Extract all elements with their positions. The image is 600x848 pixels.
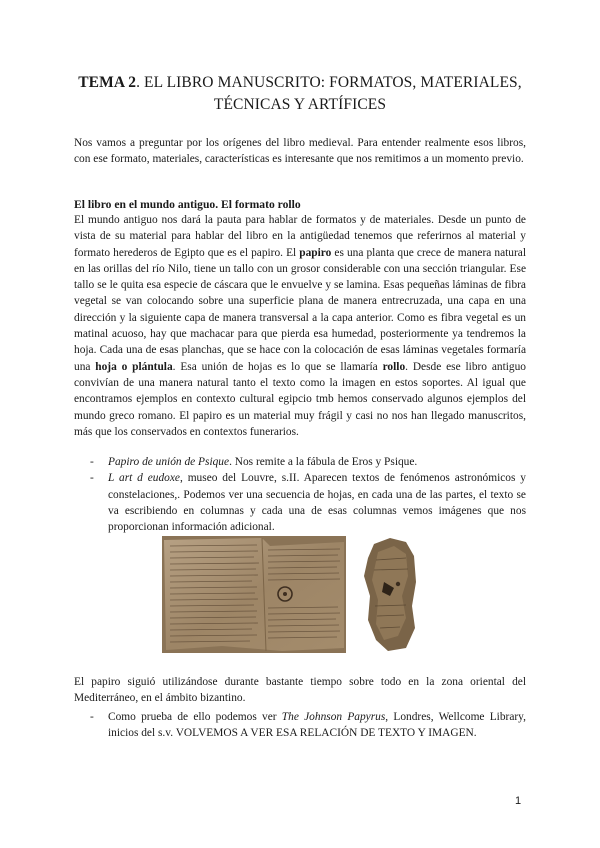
page-title (60, 72, 540, 116)
papyrus-fragment-image (162, 536, 346, 653)
list-dash: - (90, 456, 94, 468)
item-title: Papiro de unión de Psique (108, 456, 230, 468)
item-text: , museo del Louvre, s.II. Aparecen textos de fenómenos astronómicos y constelaciones,. Podemos ver una secuencia de hojas, en cada una de las partes, el texto se va escribiendo en columnas y cada una de esas columnas vemos imágenes que nos proporcionan información adicional. (108, 472, 527, 534)
intro-paragraph: Nos vamos a preguntar por los orígenes del libro medieval. Para entender realmente esos libros, con ese formato, materiales, características es interesante que nos remitimos a un momento previo. (74, 137, 526, 166)
papyrus-scrap-image (360, 536, 420, 653)
list-dash: - (90, 472, 94, 485)
body-paragraph (74, 212, 526, 440)
body-hoja-bold: hoja o plántula (95, 360, 173, 373)
body-p4: . Desde ese libro antiguo convivían de una manera natural tanto el texto como la imagen en estos soportes. Al igual que encontramos ejemplos en contexto cultural egipcio tmb hemos conservado algunos ejemplos del mundo greco romano. El papiro es un material muy frágil y casi no nos han llegado manuscritos, más que los conservados en contextos funerarios. (74, 360, 526, 438)
section-heading: El libro en el mundo antiguo. El formato rollo (74, 198, 301, 211)
title-line2: TÉCNICAS Y ARTÍFICES (213, 96, 387, 113)
list-dash: - (90, 711, 94, 723)
examples-list (74, 454, 526, 535)
page-number: 1 (515, 795, 522, 807)
title-rest: . EL LIBRO MANUSCRITO: FORMATOS, MATERIALES, (136, 74, 522, 91)
list-item (74, 709, 526, 742)
body-p1: El mundo antiguo nos dará la pauta para hablar de formatos y de materiales. Desde un punto de vista de su material para hablar del libro en la antigüedad tenemos que referirnos al material y formato herederos de Egipto que es el papiro. El (74, 214, 526, 259)
item-title: L art d eudoxe (108, 472, 180, 485)
after-figure-paragraph: El papiro siguió utilizándose durante bastante tiempo sobre todo en la zona oriental del Mediterráneo, en el ámbito bizantino. (74, 676, 526, 705)
item-pre: Como prueba de ello podemos ver (108, 711, 282, 723)
evidence-list (74, 709, 526, 742)
item-title: The Johnson Papyrus (281, 711, 386, 723)
body-papiro-bold: papiro (299, 246, 332, 259)
item-text: , Londres, Wellcome Library, inicios del s.v. VOLVEMOS A VER ESA RELACIÓN DE TEXTO Y IMAGEN. (108, 711, 526, 740)
list-item (74, 470, 526, 535)
item-text: . Nos remite a la fábula de Eros y Psique. (229, 456, 418, 468)
papyrus-figure (162, 536, 542, 654)
title-tema: TEMA 2 (78, 74, 137, 91)
list-item (74, 454, 526, 470)
body-rollo-bold: rollo (382, 360, 406, 373)
body-p3: . Esa unión de hojas es lo que se llamaría (172, 360, 383, 373)
body-p2: es una planta que crece de manera natural en las orillas del río Nilo, tiene un tallo con un grosor considerable con una sección triangular. Ese tallo se le quita esa especie de cáscara que le envuelve y se lamina. Esas pequeñas láminas de fibra vegetal se van colocando sobre una superficie plana de manera entrecruzada, una capa en una dirección y la siguiente capa de manera transversal a la capa anterior. Como es fibra vegetal es un matinal acuoso, hay que machacar para que pierda esa humedad, posteriormente ya tendremos la hoja. Cada una de esas planchas, que se hace con la colocación de esas láminas vegetales formaría una (74, 246, 527, 373)
